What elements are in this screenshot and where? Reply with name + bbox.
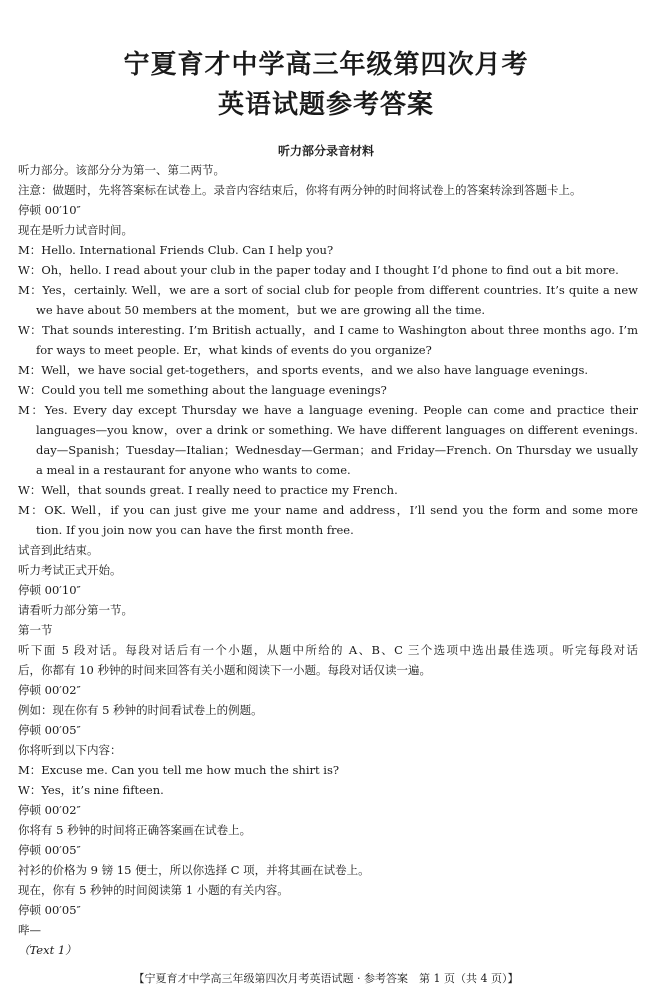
text-line: 停顿 00′05″ bbox=[18, 723, 81, 737]
text-line: 停顿 00′05″ bbox=[18, 843, 81, 857]
transcript-body bbox=[18, 160, 638, 960]
text-line: 你将有 5 秒钟的时间将正确答案画在试卷上。 bbox=[18, 823, 252, 837]
text-line: 停顿 00′02″ bbox=[18, 803, 81, 817]
dialogue-line: M：Yes. Every day except Thursday we have a language evening. People can come and practice their bbox=[18, 403, 638, 417]
dialogue-line: languages—you know，over a drink or something. We have different languages on different evenings. bbox=[36, 423, 638, 437]
dialogue-line: W：Could you tell me something about the language evenings? bbox=[18, 383, 387, 397]
dialogue-line: M：Yes，certainly. Well，we are a sort of social club for people from different countries. It’s quite a new bbox=[18, 283, 638, 297]
dialogue-line: we have about 50 members at the moment，but we are growing all the time. bbox=[36, 303, 486, 317]
dialogue-line: M：Hello. International Friends Club. Can I help you? bbox=[18, 243, 334, 257]
text-line: 停顿 00′02″ bbox=[18, 683, 81, 697]
dialogue-line: W：Well，that sounds great. I really need to practice my French. bbox=[18, 483, 398, 497]
exam-title: 宁夏育才中学高三年级第四次月考 bbox=[123, 50, 529, 80]
dialogue-line: for ways to meet people. Er，what kinds of events do you organize? bbox=[36, 343, 432, 357]
text-line: 衬衫的价格为 9 镑 15 便士，所以你选择 C 项，并将其画在试卷上。 bbox=[18, 863, 370, 877]
dialogue-line: W：Oh，hello. I read about your club in the paper today and I thought I’d phone to find out a bit more. bbox=[18, 263, 619, 277]
dialogue-line: day—Spanish；Tuesday—Italian；Wednesday—German；and Friday—French. On Thursday we usually bbox=[36, 443, 638, 457]
text-line: 你将听到以下内容： bbox=[18, 743, 122, 757]
dialogue-line: M：Excuse me. Can you tell me how much the shirt is? bbox=[18, 763, 340, 777]
section-heading: 听力部分录音材料 bbox=[277, 144, 374, 158]
dialogue-line: tion. If you join now you can have the first month free. bbox=[36, 523, 354, 537]
text-line: 现在是听力试音时间。 bbox=[18, 223, 133, 237]
text-line: 注意：做题时，先将答案标在试卷上。录音内容结束后，你将有两分钟的时间将试卷上的答案转涂到答题卡上。 bbox=[18, 183, 582, 197]
dialogue-line: W：Yes，it’s nine fifteen. bbox=[18, 783, 164, 797]
dialogue-line: M：Well，we have social get-togethers，and sports events，and we also have language evenings. bbox=[18, 363, 589, 377]
text-label: （Text 1） bbox=[18, 943, 77, 957]
exam-subtitle: 英语试题参考答案 bbox=[217, 90, 434, 120]
text-line: 现在，你有 5 秒钟的时间阅读第 1 小题的有关内容。 bbox=[18, 883, 289, 897]
text-line: 第一节 bbox=[18, 623, 53, 637]
text-line: 请看听力部分第一节。 bbox=[18, 603, 133, 617]
dialogue-line: M：OK. Well，if you can just give me your name and address，I’ll send you the form and some more bbox=[18, 503, 638, 517]
text-line: 哔— bbox=[18, 923, 41, 937]
dialogue-line: a meal in a restaurant for anyone who wants to come. bbox=[36, 463, 351, 477]
dialogue-line: W：That sounds interesting. I’m British actually，and I came to Washington about three months ago. I’m bbox=[18, 323, 638, 337]
text-line: 听力部分。该部分分为第一、第二两节。 bbox=[18, 163, 225, 177]
text-line: 停顿 00′10″ bbox=[18, 203, 81, 217]
page-footer: 【宁夏育才中学高三年级第四次月考英语试题 · 参考答案 第 1 页（共 4 页）】 bbox=[133, 972, 519, 985]
text-line: 停顿 00′05″ bbox=[18, 903, 81, 917]
text-line: 试音到此结束。 bbox=[18, 543, 99, 557]
text-line: 听力考试正式开始。 bbox=[18, 563, 122, 577]
text-line: 后，你都有 10 秒钟的时间来回答有关小题和阅读下一小题。每段对话仅读一遍。 bbox=[18, 663, 431, 677]
text-line: 例如：现在你有 5 秒钟的时间看试卷上的例题。 bbox=[18, 703, 263, 717]
text-line: 听下面 5 段对话。每段对话后有一个小题，从题中所给的 A、B、C 三个选项中选出最佳选项。听完每段对话 bbox=[18, 643, 638, 657]
text-line: 停顿 00′10″ bbox=[18, 583, 81, 597]
